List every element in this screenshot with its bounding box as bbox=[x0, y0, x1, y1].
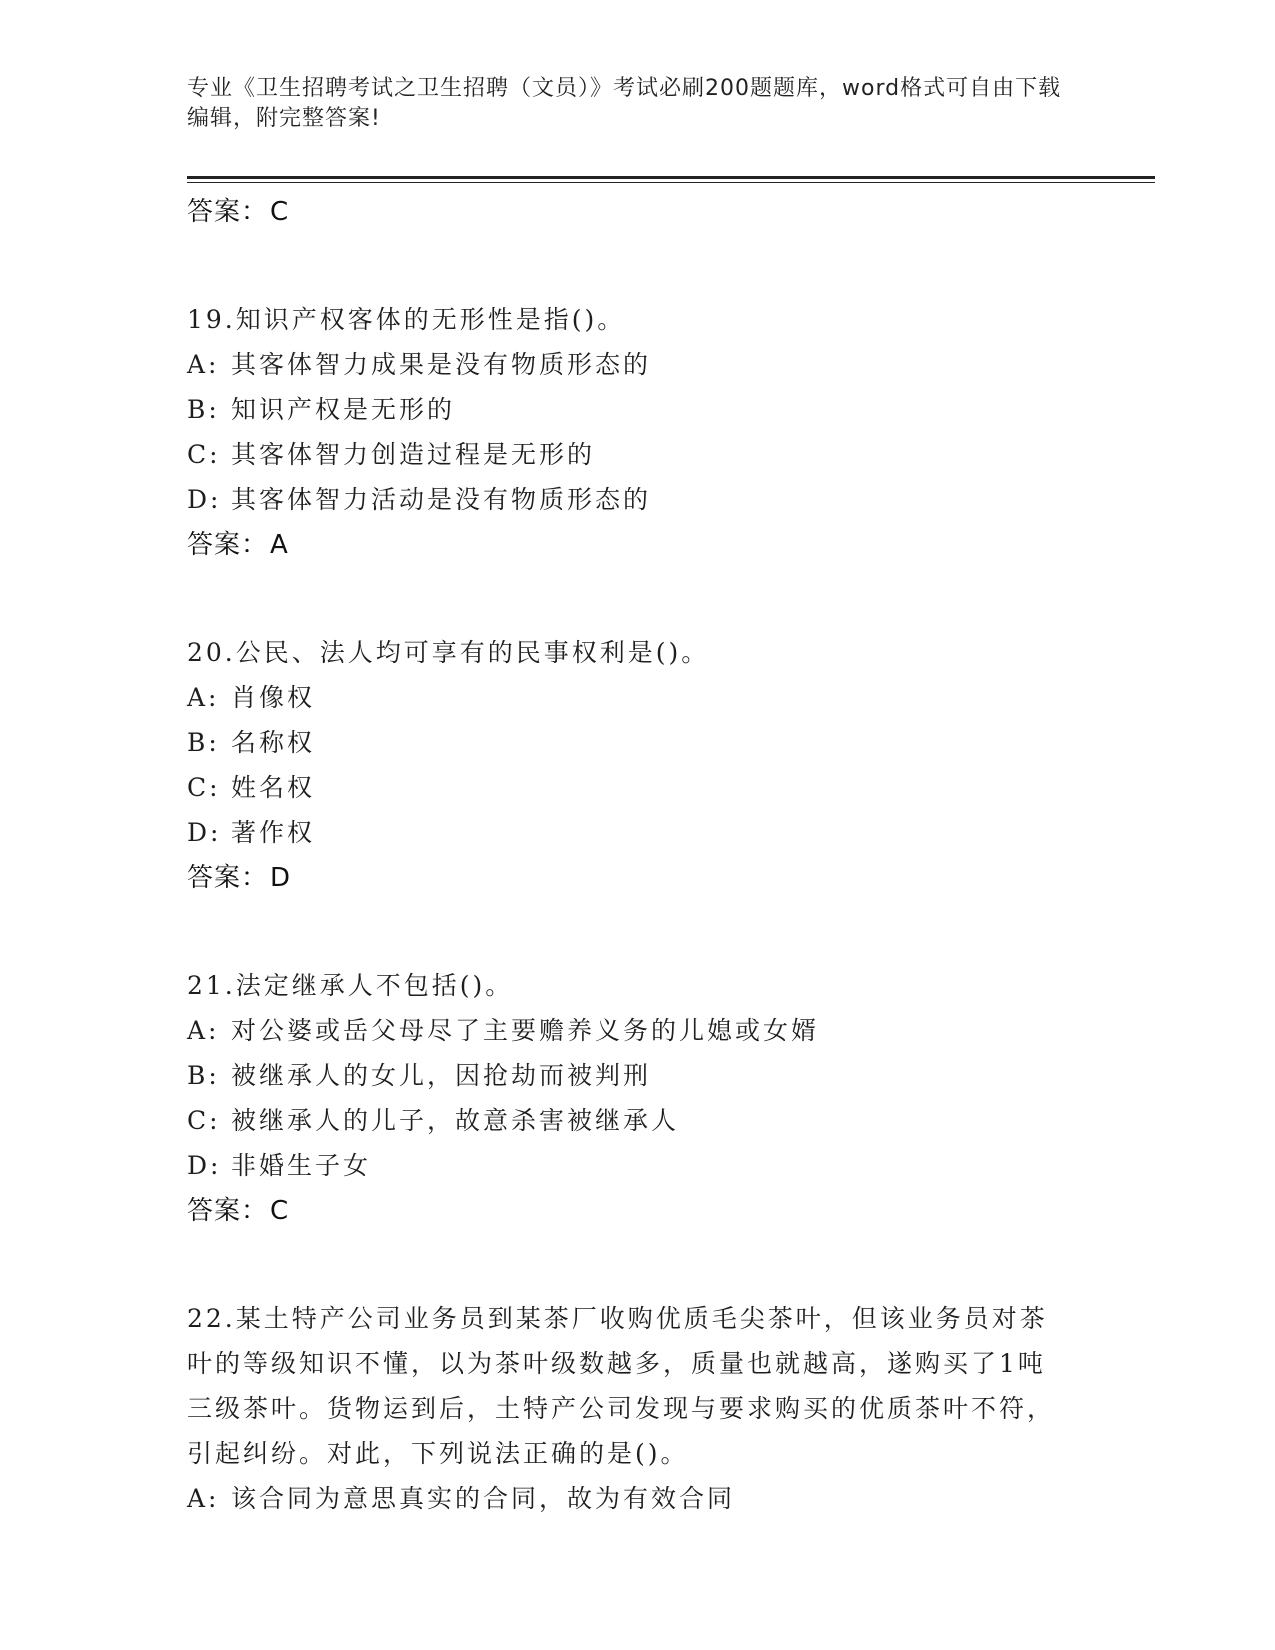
option-key: D: bbox=[187, 818, 222, 847]
option-key: C: bbox=[187, 773, 221, 802]
option-c bbox=[187, 765, 1087, 810]
option-d bbox=[187, 1143, 1087, 1188]
answer-label: 答案： bbox=[187, 863, 269, 893]
answer-line bbox=[187, 189, 1087, 235]
answer-label: 答案： bbox=[187, 197, 269, 227]
answer-label: 答案： bbox=[187, 530, 269, 560]
answer-label: 答案： bbox=[187, 1196, 269, 1226]
question-stem: 22.某土特产公司业务员到某茶厂收购优质毛尖茶叶，但该业务员对茶叶的等级知识不懂，以为茶叶级数越多，质量也就越高，遂购买了1吨三级茶叶。货物运到后，土特产公司发现与要求购买的优质茶叶不符，引起纠纷。对此，下列说法正确的是()。 bbox=[187, 1304, 1056, 1468]
question-list bbox=[187, 189, 1087, 1521]
option-key: D: bbox=[187, 485, 222, 514]
question-20 bbox=[187, 630, 1087, 901]
option-key: A: bbox=[187, 1016, 220, 1045]
option-text: 该合同为意思真实的合同，故为有效合同 bbox=[231, 1484, 736, 1513]
option-key: D: bbox=[187, 1151, 222, 1180]
page-header: 专业《卫生招聘考试之卫生招聘（文员）》考试必刷200题题库，word格式可自由下载编辑，附完整答案! bbox=[187, 76, 1062, 131]
answer-line bbox=[187, 855, 1087, 901]
option-key: A: bbox=[187, 683, 220, 712]
answer-value: A bbox=[270, 530, 289, 560]
question-stem: 21.法定继承人不包括()。 bbox=[187, 971, 514, 1000]
option-a bbox=[187, 675, 1087, 720]
answer-value: C bbox=[270, 197, 290, 227]
option-d bbox=[187, 810, 1087, 855]
option-text: 其客体智力成果是没有物质形态的 bbox=[231, 350, 652, 379]
option-text: 被继承人的女儿，因抢劫而被判刑 bbox=[231, 1061, 652, 1090]
option-key: B: bbox=[187, 728, 220, 757]
option-a bbox=[187, 1008, 1087, 1053]
question-22 bbox=[187, 1296, 1087, 1521]
header-divider-thin bbox=[187, 182, 1155, 183]
option-key: B: bbox=[187, 1061, 220, 1090]
option-text: 名称权 bbox=[231, 728, 316, 757]
header-divider bbox=[187, 176, 1155, 179]
option-text: 肖像权 bbox=[231, 683, 316, 712]
option-key: C: bbox=[187, 1106, 221, 1135]
option-key: A: bbox=[187, 350, 220, 379]
option-key: B: bbox=[187, 395, 220, 424]
answer-line bbox=[187, 1188, 1087, 1234]
question-19 bbox=[187, 297, 1087, 568]
option-text: 非婚生子女 bbox=[231, 1151, 372, 1180]
answer-line bbox=[187, 522, 1087, 568]
answer-value: D bbox=[270, 863, 292, 893]
option-b bbox=[187, 387, 1087, 432]
question-stem: 19.知识产权客体的无形性是指()。 bbox=[187, 305, 626, 334]
answer-value: C bbox=[270, 1196, 290, 1226]
option-text: 对公婆或岳父母尽了主要赡养义务的儿媳或女婿 bbox=[231, 1016, 820, 1045]
option-b bbox=[187, 720, 1087, 765]
option-b bbox=[187, 1053, 1087, 1098]
option-text: 著作权 bbox=[231, 818, 316, 847]
option-a bbox=[187, 342, 1087, 387]
option-key: A: bbox=[187, 1484, 220, 1513]
option-c bbox=[187, 1098, 1087, 1143]
option-text: 其客体智力活动是没有物质形态的 bbox=[231, 485, 652, 514]
option-a bbox=[187, 1476, 1087, 1521]
option-c bbox=[187, 432, 1087, 477]
option-d bbox=[187, 477, 1087, 522]
option-text: 姓名权 bbox=[231, 773, 316, 802]
question-21 bbox=[187, 963, 1087, 1234]
option-text: 其客体智力创造过程是无形的 bbox=[231, 440, 596, 469]
option-text: 知识产权是无形的 bbox=[231, 395, 456, 424]
question-stem: 20.公民、法人均可享有的民事权利是()。 bbox=[187, 638, 710, 667]
option-key: C: bbox=[187, 440, 221, 469]
option-text: 被继承人的儿子，故意杀害被继承人 bbox=[231, 1106, 680, 1135]
